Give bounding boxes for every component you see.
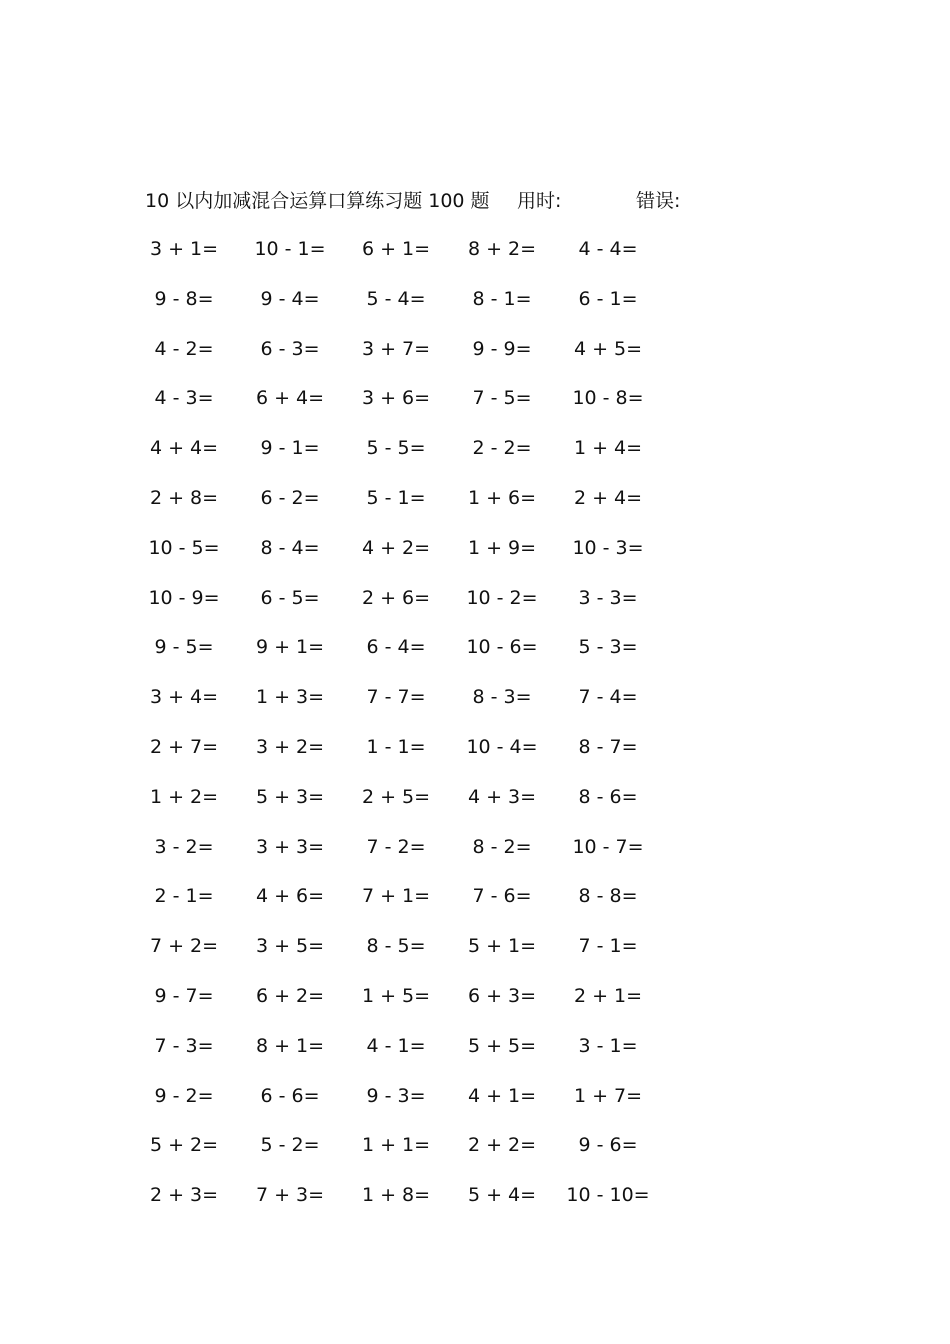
problem-item: 9 - 3= (366, 1084, 426, 1107)
problem-item: 1 + 3= (255, 686, 325, 709)
problem-item: 1 + 1= (361, 1134, 431, 1157)
problem-item: 4 + 4= (149, 437, 219, 460)
problem-item: 2 + 8= (149, 486, 219, 509)
problem-row (0, 632, 950, 682)
problem-item: 2 - 2= (472, 437, 532, 460)
problem-item: 6 - 4= (366, 636, 426, 659)
problem-item: 4 + 3= (467, 785, 537, 808)
problem-item: 2 + 5= (361, 785, 431, 808)
problem-item: 10 - 9= (148, 586, 220, 609)
problem-item: 1 + 9= (467, 536, 537, 559)
problem-row (0, 383, 950, 433)
problem-item: 6 - 1= (578, 287, 638, 310)
problem-item: 9 - 5= (154, 636, 214, 659)
problem-item: 9 - 2= (154, 1084, 214, 1107)
problem-item: 7 - 3= (154, 1034, 214, 1057)
problem-item: 5 + 1= (467, 935, 537, 958)
problem-item: 3 + 4= (149, 686, 219, 709)
problem-item: 8 - 8= (578, 885, 638, 908)
problem-row (0, 1081, 950, 1131)
problem-item: 4 - 2= (154, 337, 214, 360)
problem-item: 8 - 7= (578, 735, 638, 758)
problem-row (0, 533, 950, 583)
worksheet-title: 10 以内加减混合运算口算练习题 100 题 (145, 190, 490, 212)
problem-item: 9 - 7= (154, 984, 214, 1007)
problem-item: 6 + 3= (467, 984, 537, 1007)
problem-row (0, 782, 950, 832)
problem-item: 7 - 7= (366, 686, 426, 709)
problem-row (0, 732, 950, 782)
problem-item: 5 + 4= (467, 1184, 537, 1207)
problem-item: 7 + 1= (361, 885, 431, 908)
problem-item: 8 + 1= (255, 1034, 325, 1057)
problem-row (0, 234, 950, 284)
problem-item: 8 - 4= (260, 536, 320, 559)
problem-item: 10 - 5= (148, 536, 220, 559)
problem-item: 6 - 3= (260, 337, 320, 360)
problem-item: 6 - 5= (260, 586, 320, 609)
problem-item: 5 - 2= (260, 1134, 320, 1157)
problem-item: 10 - 10= (566, 1184, 650, 1207)
problem-item: 7 - 2= (366, 835, 426, 858)
problem-item: 9 - 9= (472, 337, 532, 360)
problem-item: 8 - 1= (472, 287, 532, 310)
problem-item: 4 + 5= (573, 337, 643, 360)
problem-row (0, 1031, 950, 1081)
problem-item: 5 - 1= (366, 486, 426, 509)
problem-row (0, 981, 950, 1031)
problem-item: 7 + 3= (255, 1184, 325, 1207)
problem-item: 10 - 6= (466, 636, 538, 659)
problem-item: 2 - 1= (154, 885, 214, 908)
problem-item: 8 - 5= (366, 935, 426, 958)
problem-item: 8 - 2= (472, 835, 532, 858)
problem-item: 3 - 1= (578, 1034, 638, 1057)
time-used-label: 用时: (517, 190, 562, 212)
problem-item: 1 + 7= (573, 1084, 643, 1107)
problem-row (0, 1180, 950, 1230)
problem-item: 5 - 3= (578, 636, 638, 659)
problem-row (0, 931, 950, 981)
problem-item: 1 - 1= (366, 735, 426, 758)
problem-item: 9 - 1= (260, 437, 320, 460)
problem-item: 3 + 6= (361, 387, 431, 410)
problem-item: 4 - 3= (154, 387, 214, 410)
problem-item: 1 + 8= (361, 1184, 431, 1207)
problem-row (0, 881, 950, 931)
problem-item: 8 + 2= (467, 238, 537, 260)
problem-item: 8 - 3= (472, 686, 532, 709)
problem-item: 10 - 4= (466, 735, 538, 758)
problem-item: 5 + 5= (467, 1034, 537, 1057)
error-count-label: 错误: (636, 190, 681, 212)
problem-item: 2 + 2= (467, 1134, 537, 1157)
problem-item: 9 - 8= (154, 287, 214, 310)
problem-item: 6 - 6= (260, 1084, 320, 1107)
problem-item: 9 - 6= (578, 1134, 638, 1157)
problem-item: 1 + 4= (573, 437, 643, 460)
problem-item: 4 - 4= (578, 238, 638, 260)
problem-item: 4 + 2= (361, 536, 431, 559)
problem-item: 7 - 5= (472, 387, 532, 410)
problem-item: 1 + 5= (361, 984, 431, 1007)
problem-row (0, 1130, 950, 1180)
problem-item: 8 - 6= (578, 785, 638, 808)
problem-item: 3 - 3= (578, 586, 638, 609)
problem-item: 2 + 1= (573, 984, 643, 1007)
problem-item: 7 - 1= (578, 935, 638, 958)
problem-item: 5 + 3= (255, 785, 325, 808)
problem-grid (0, 234, 950, 1230)
problem-item: 4 - 1= (366, 1034, 426, 1057)
problem-item: 7 - 6= (472, 885, 532, 908)
problem-item: 6 + 2= (255, 984, 325, 1007)
problem-item: 3 + 7= (361, 337, 431, 360)
problem-row (0, 433, 950, 483)
problem-row (0, 832, 950, 882)
problem-item: 6 - 2= (260, 486, 320, 509)
problem-row (0, 284, 950, 334)
problem-item: 3 + 3= (255, 835, 325, 858)
problem-item: 10 - 2= (466, 586, 538, 609)
problem-item: 10 - 8= (572, 387, 644, 410)
problem-item: 7 + 2= (149, 935, 219, 958)
problem-item: 2 + 4= (573, 486, 643, 509)
problem-item: 3 + 1= (149, 238, 219, 260)
problem-item: 4 + 1= (467, 1084, 537, 1107)
problem-item: 1 + 2= (149, 785, 219, 808)
problem-item: 1 + 6= (467, 486, 537, 509)
problem-item: 5 - 4= (366, 287, 426, 310)
problem-item: 10 - 7= (572, 835, 644, 858)
problem-item: 10 - 1= (254, 238, 326, 260)
problem-item: 2 + 6= (361, 586, 431, 609)
problem-item: 2 + 7= (149, 735, 219, 758)
problem-item: 9 - 4= (260, 287, 320, 310)
problem-item: 6 + 1= (361, 238, 431, 260)
problem-row (0, 334, 950, 384)
problem-row (0, 682, 950, 732)
problem-item: 2 + 3= (149, 1184, 219, 1207)
problem-item: 3 + 5= (255, 935, 325, 958)
problem-item: 10 - 3= (572, 536, 644, 559)
problem-item: 3 + 2= (255, 735, 325, 758)
problem-item: 4 + 6= (255, 885, 325, 908)
problem-item: 7 - 4= (578, 686, 638, 709)
problem-item: 5 - 5= (366, 437, 426, 460)
problem-item: 3 - 2= (154, 835, 214, 858)
problem-row (0, 583, 950, 633)
problem-item: 9 + 1= (255, 636, 325, 659)
problem-item: 6 + 4= (255, 387, 325, 410)
problem-item: 5 + 2= (149, 1134, 219, 1157)
problem-row (0, 483, 950, 533)
